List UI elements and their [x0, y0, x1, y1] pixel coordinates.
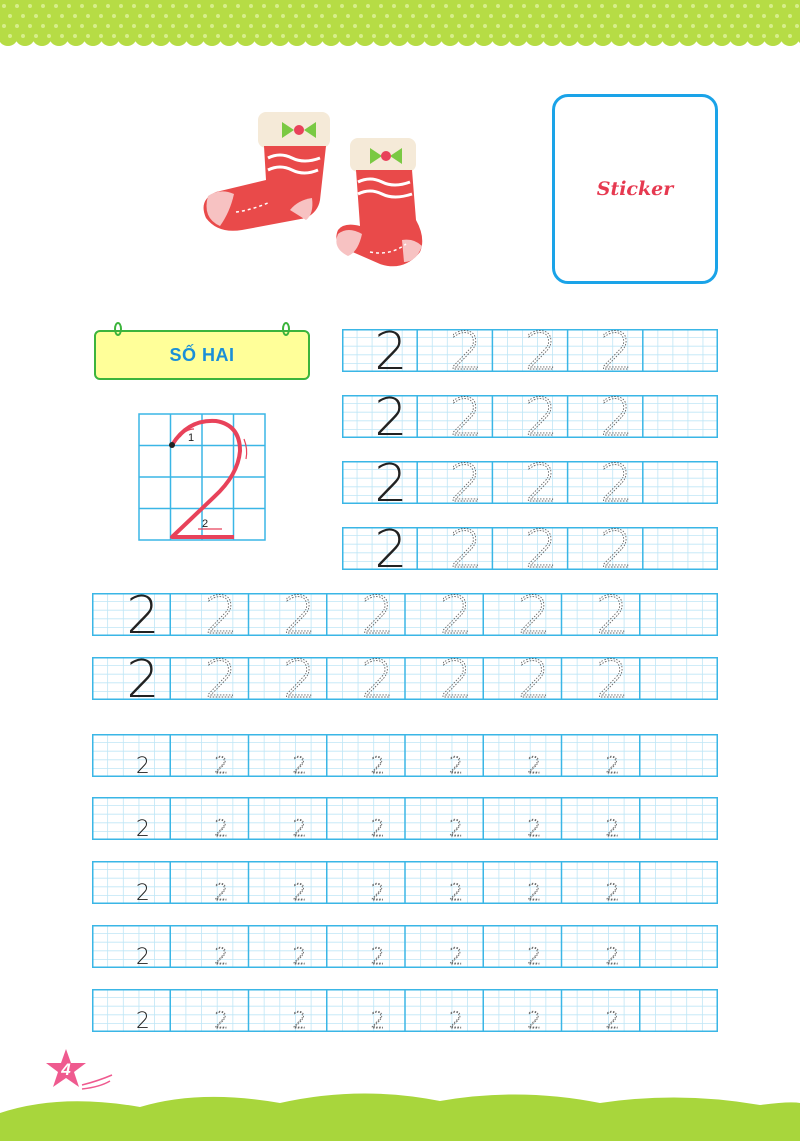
model-digit: 2	[374, 461, 408, 504]
trace-digit: 2	[361, 657, 395, 700]
stroke-number-2: 2	[202, 518, 209, 530]
model-digit: 2	[135, 754, 150, 777]
trace-digit: 2	[214, 817, 229, 840]
practice-row	[92, 861, 718, 904]
trace-digit: 2	[599, 527, 634, 570]
stroke-order-demo	[138, 413, 266, 541]
model-digit: 2	[126, 593, 160, 636]
trace-digit: 2	[448, 754, 463, 777]
trace-digit: 2	[449, 329, 483, 372]
practice-row	[342, 461, 718, 504]
practice-row	[92, 925, 718, 968]
trace-digit: 2	[448, 1009, 463, 1032]
trace-digit: 2	[448, 945, 463, 968]
trace-digit: 2	[605, 754, 620, 777]
trace-digit: 2	[448, 817, 463, 840]
trace-digit: 2	[605, 945, 620, 968]
hanging-hook-icon	[114, 322, 122, 336]
trace-digit: 2	[204, 657, 238, 700]
trace-digit: 2	[605, 817, 620, 840]
practice-row	[92, 657, 718, 700]
stroke-number-1: 1	[188, 432, 195, 444]
trace-digit: 2	[282, 657, 316, 700]
hanging-hook-icon	[282, 322, 290, 336]
trace-digit: 2	[605, 881, 620, 904]
bottom-green-hills	[0, 1081, 800, 1141]
sticker-placeholder-box[interactable]	[552, 94, 718, 284]
trace-digit: 2	[527, 945, 542, 968]
trace-digit: 2	[524, 395, 558, 438]
model-digit: 2	[135, 817, 150, 840]
trace-digit: 2	[282, 593, 316, 636]
trace-digit: 2	[449, 395, 483, 438]
trace-digit: 2	[361, 593, 395, 636]
trace-digit: 2	[370, 881, 385, 904]
top-scalloped-border	[0, 0, 800, 60]
practice-row	[342, 527, 718, 570]
trace-digit: 2	[524, 527, 558, 570]
trace-digit: 2	[527, 1009, 542, 1032]
trace-digit: 2	[370, 817, 385, 840]
trace-digit: 2	[214, 1009, 229, 1032]
trace-digit: 2	[214, 881, 229, 904]
trace-digit: 2	[439, 657, 473, 700]
trace-digit: 2	[292, 945, 307, 968]
trace-digit: 2	[524, 329, 558, 372]
trace-digit: 2	[599, 329, 634, 372]
trace-digit: 2	[517, 593, 551, 636]
trace-digit: 2	[292, 881, 307, 904]
trace-digit: 2	[605, 1009, 620, 1032]
model-digit: 2	[374, 527, 408, 570]
trace-digit: 2	[204, 593, 238, 636]
trace-digit: 2	[448, 881, 463, 904]
trace-digit: 2	[370, 945, 385, 968]
lesson-title: SỐ HAI	[169, 344, 235, 365]
practice-row	[92, 734, 718, 777]
model-digit: 2	[374, 329, 408, 372]
trace-digit: 2	[599, 395, 634, 438]
practice-row	[342, 395, 718, 438]
trace-digit: 2	[524, 461, 558, 504]
model-digit: 2	[135, 1009, 150, 1032]
trace-digit: 2	[527, 817, 542, 840]
trace-digit: 2	[449, 527, 483, 570]
practice-row	[92, 593, 718, 636]
trace-digit: 2	[527, 881, 542, 904]
trace-digit: 2	[595, 657, 629, 700]
model-digit: 2	[126, 657, 160, 700]
christmas-socks-illustration	[190, 100, 450, 280]
title-board	[94, 330, 310, 380]
trace-digit: 2	[595, 593, 629, 636]
trace-digit: 2	[517, 657, 551, 700]
trace-digit: 2	[449, 461, 483, 504]
sticker-label: Sticker	[596, 178, 674, 200]
model-digit: 2	[135, 881, 150, 904]
trace-digit: 2	[214, 754, 229, 777]
trace-digit: 2	[292, 1009, 307, 1032]
trace-digit: 2	[527, 754, 542, 777]
practice-row	[92, 797, 718, 840]
trace-digit: 2	[370, 754, 385, 777]
trace-digit: 2	[370, 1009, 385, 1032]
page-number: 4	[61, 1060, 71, 1079]
practice-row	[92, 989, 718, 1032]
trace-digit: 2	[292, 817, 307, 840]
trace-digit: 2	[439, 593, 473, 636]
trace-digit: 2	[292, 754, 307, 777]
model-digit: 2	[374, 395, 408, 438]
trace-digit: 2	[214, 945, 229, 968]
trace-digit: 2	[599, 461, 634, 504]
model-digit: 2	[135, 945, 150, 968]
practice-row	[342, 329, 718, 372]
